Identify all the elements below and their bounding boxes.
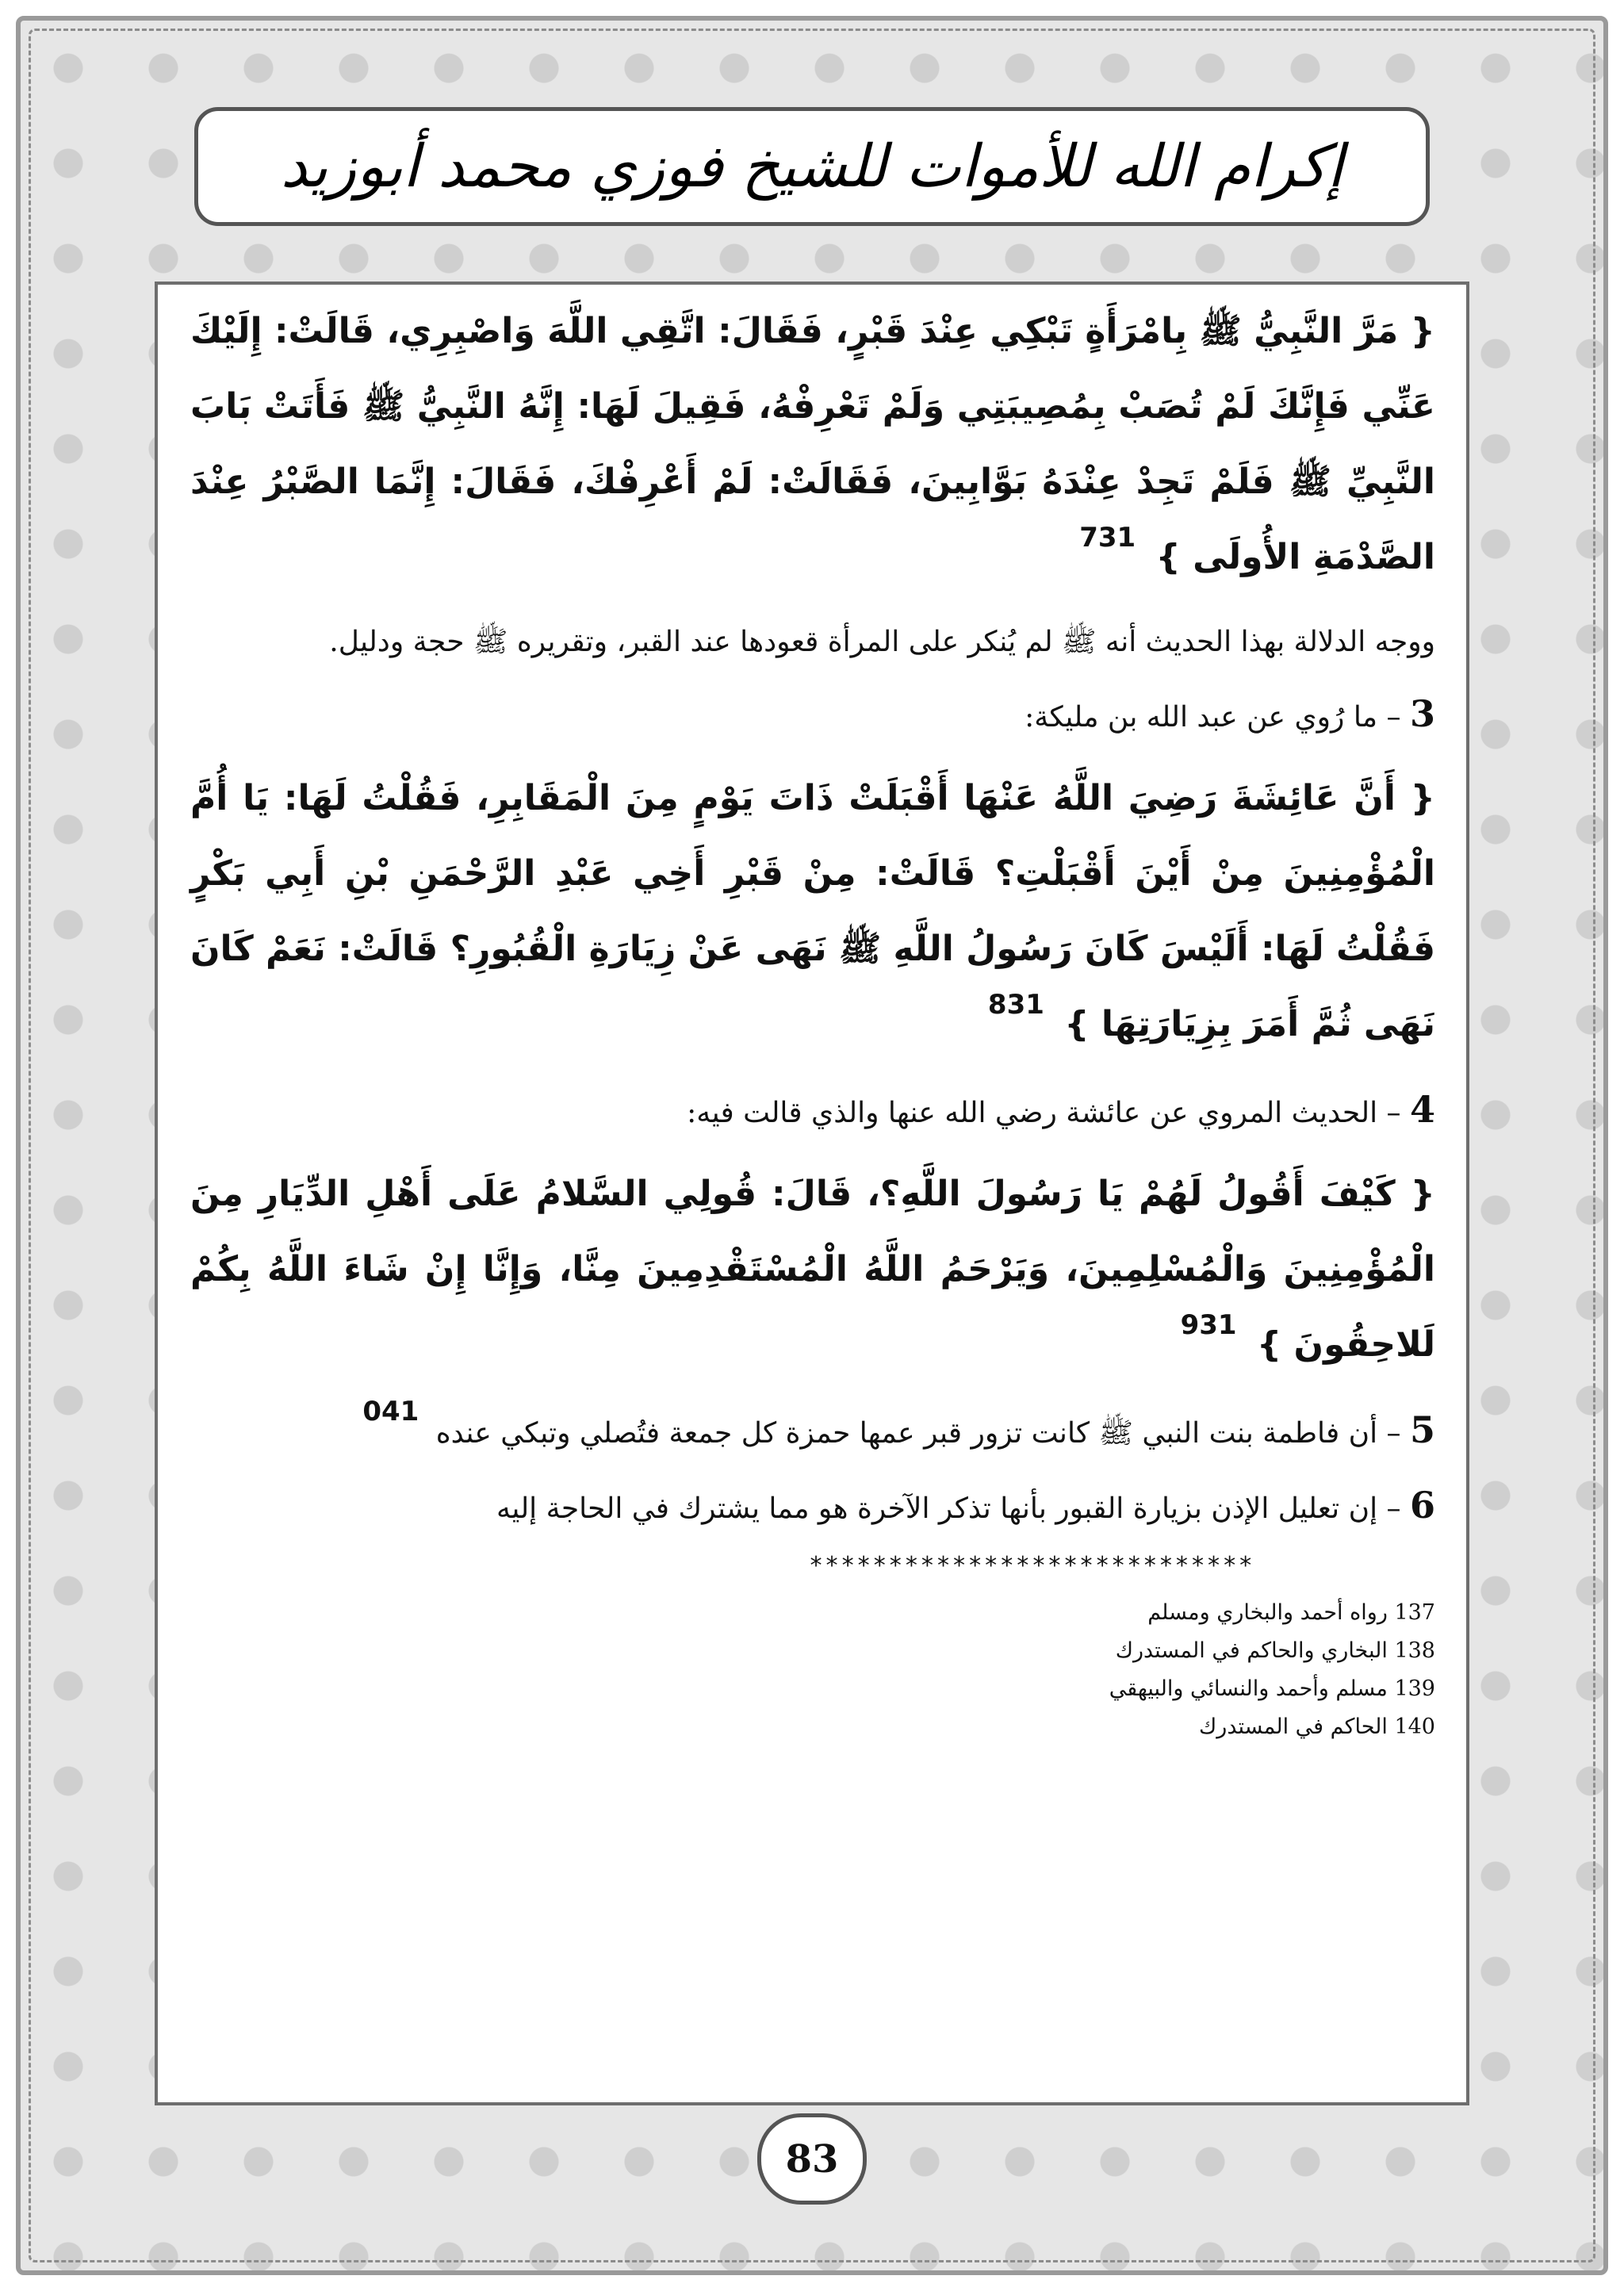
list-item-4-text: – الحديث المروي عن عائشة رضي الله عنها والذي قالت فيه: (687, 1097, 1401, 1129)
list-item-5-text: – أن فاطمة بنت النبي ﷺ كانت تزور قبر عمها حمزة كل جمعة فتُصلي وتبكي عنده (435, 1417, 1401, 1450)
hadith-3 (190, 1156, 1435, 1385)
hadith-3-text: { كَيْفَ أَقُولُ لَهُمْ يَا رَسُولَ اللَّهِ؟، قَالَ: قُولِي السَّلامُ عَلَى أَهْلِ الدِّيَارِ مِنَ الْمُؤْمِنِينَ وَالْمُسْلِمِينَ، وَيَرْحَمُ اللَّهُ الْمُسْتَقْدِمِينَ مِنَّا، وَإِنَّا إِنْ شَاءَ اللَّهُ بِكُمْ لَلاحِقُونَ } (190, 1174, 1435, 1365)
hadith-2-ref: 831 (987, 989, 1044, 1021)
footnote: 139 مسلم وأحمد والنسائي والبيهقي (1109, 1676, 1435, 1701)
list-item-3-text: – ما رُوي عن عبد الله بن مليكة: (1025, 701, 1401, 734)
paragraph-commentary: ووجه الدلالة بهذا الحديث أنه ﷺ لم يُنكر على المرأة قعودها عند القبر، وتقريره ﷺ حجة ودليل. (329, 626, 1435, 658)
footnote: 138 البخاري والحاكم في المستدرك (1115, 1638, 1435, 1663)
list-item-3-number: 3 (1409, 692, 1435, 735)
header-box (194, 107, 1430, 226)
hadith-1-ref: 731 (1079, 522, 1136, 554)
page-number-box (757, 2113, 867, 2205)
list-item-6-number: 6 (1409, 1484, 1435, 1527)
hadith-2-text: { أَنَّ عَائِشَةَ رَضِيَ اللَّهُ عَنْهَا أَقْبَلَتْ ذَاتَ يَوْمٍ مِنَ الْمَقَابِرِ، فَقُلْتُ لَهَا: يَا أُمَّ الْمُؤْمِنِينَ مِنْ أَيْنَ أَقْبَلْتِ؟ قَالَتْ: مِنْ قَبْرِ أَخِي عَبْدِ الرَّحْمَنِ بْنِ أَبِي بَكْرٍ فَقُلْتُ لَهَا: أَلَيْسَ كَانَ رَسُولُ اللَّهِ ﷺ نَهَى عَنْ زِيَارَةِ الْقُبُورِ؟ قَالَتْ: نَعَمْ كَانَ نَهَى ثُمَّ أَمَرَ بِزِيَارَتِهَا } (190, 778, 1435, 1044)
hadith-2 (190, 760, 1435, 1065)
list-item-5-number: 5 (1409, 1408, 1435, 1451)
footnotes (190, 1594, 1435, 1746)
page-title: إكرام الله للأموات للشيخ فوزي محمد أبوزيد (280, 132, 1344, 201)
list-item-4-number: 4 (1409, 1088, 1435, 1131)
list-item-3 (190, 685, 1435, 746)
hadith-3-ref: 931 (1180, 1309, 1237, 1341)
list-item-5 (190, 1396, 1435, 1462)
footnote-separator: **************************** (809, 1552, 1254, 1580)
list-item-4 (190, 1081, 1435, 1142)
list-item-6 (190, 1477, 1435, 1538)
list-item-5-ref: 041 (362, 1396, 419, 1427)
page-body (190, 293, 1435, 1746)
footnote: 137 رواه أحمد والبخاري ومسلم (1147, 1600, 1435, 1625)
hadith-1 (190, 293, 1435, 598)
footnote: 140 الحاكم في المستدرك (1199, 1714, 1435, 1739)
list-item-6-text: – إن تعليل الإذن بزيارة القبور بأنها تذكر الآخرة هو مما يشترك في الحاجة إليه (496, 1492, 1401, 1525)
hadith-1-text: { مَرَّ النَّبِيُّ ﷺ بِامْرَأَةٍ تَبْكِي عِنْدَ قَبْرٍ، فَقَالَ: اتَّقِي اللَّهَ وَاصْبِرِي، قَالَتْ: إِلَيْكَ عَنِّي فَإِنَّكَ لَمْ تُصَبْ بِمُصِيبَتِي وَلَمْ تَعْرِفْهُ، فَقِيلَ لَهَا: إِنَّهُ النَّبِيُّ ﷺ فَأَتَتْ بَابَ النَّبِيِّ ﷺ فَلَمْ تَجِدْ عِنْدَهُ بَوَّابِينَ، فَقَالَتْ: لَمْ أَعْرِفْكَ، فَقَالَ: إِنَّمَا الصَّبْرُ عِنْدَ الصَّدْمَةِ الأُولَى } (190, 311, 1435, 577)
page-number: 83 (785, 2136, 839, 2182)
